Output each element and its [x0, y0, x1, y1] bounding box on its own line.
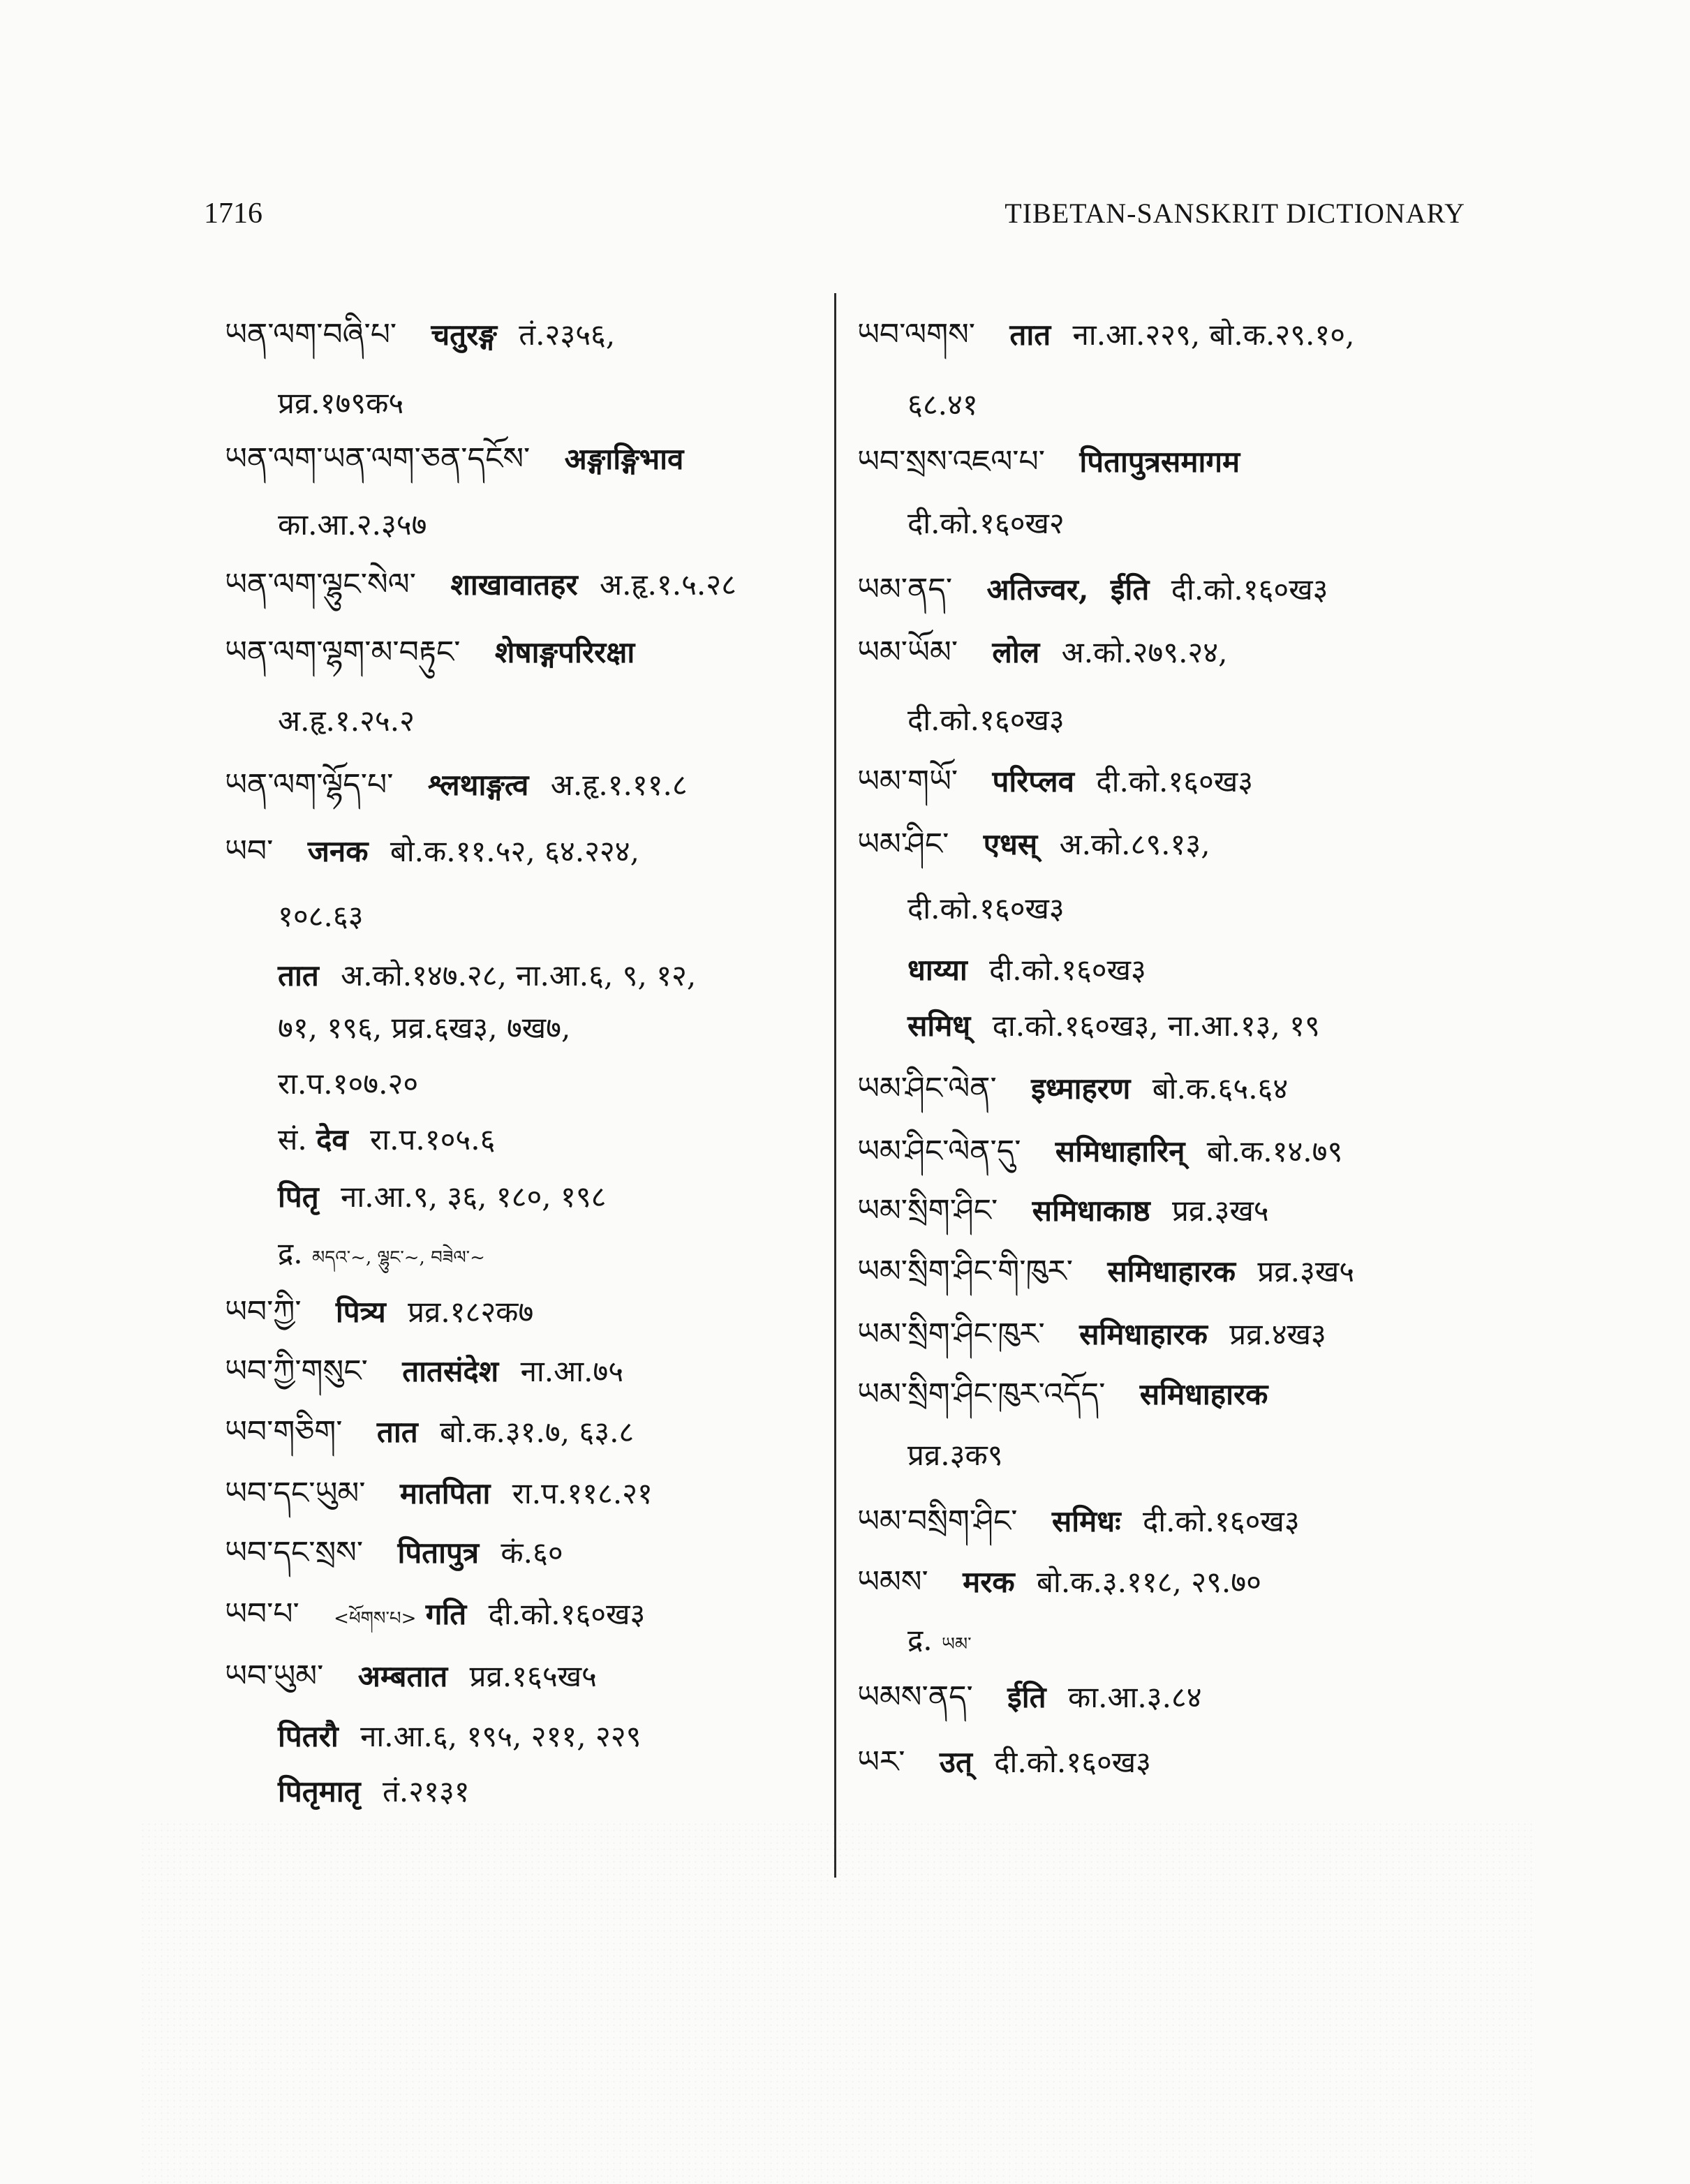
entry-headword-line	[857, 1131, 1342, 1173]
entry-headword-line	[857, 1374, 1280, 1416]
sanskrit-equivalent: जनक	[307, 834, 369, 868]
source-reference: दी.को.१६०ख३	[1142, 1504, 1300, 1538]
entry-headword-line	[225, 764, 688, 806]
source-reference: दी.को.१६०ख३	[488, 1597, 646, 1631]
entry-continuation-line	[278, 1771, 470, 1813]
tibetan-headword: ཡམ་ཤིང་ལེན་དུ་	[857, 1134, 1021, 1169]
source-reference: का.आ.२.३५७	[278, 507, 427, 542]
tibetan-headword: ཡབ་པ་	[225, 1596, 299, 1632]
tibetan-headword: ཡན་ལག་ལྷུང་སེལ་	[225, 567, 416, 602]
entry-continuation-line	[278, 955, 696, 997]
entry-continuation-line	[278, 1119, 495, 1161]
sanskrit-equivalent: पित्र्य	[335, 1295, 386, 1329]
sanskrit-equivalent: अम्बतात	[357, 1659, 448, 1693]
entry-headword-line	[225, 1473, 653, 1515]
page-number: 1716	[204, 198, 262, 230]
entry-headword-line	[857, 441, 1252, 483]
tibetan-headword: ཡམ་ཡོམ་	[857, 634, 958, 670]
entry-headword-line	[857, 761, 1253, 803]
sanskrit-equivalent: शाखावातहर	[450, 567, 578, 602]
source-reference: ६८.४१	[907, 387, 978, 422]
prefix-label: द्र.	[278, 1236, 303, 1270]
sanskrit-equivalent: गति	[425, 1597, 467, 1631]
source-reference: तं.२१३१	[382, 1774, 470, 1808]
sanskrit-equivalent: तात	[1009, 318, 1051, 352]
entry-continuation-line	[278, 1176, 607, 1218]
sanskrit-equivalent: अतिज्वर,	[986, 572, 1089, 607]
entry-headword-line	[225, 314, 615, 356]
entry-headword-line	[857, 314, 1354, 356]
entry-headword-line	[225, 831, 639, 872]
source-reference: अ.को.८९.१३,	[1059, 827, 1210, 861]
sanskrit-equivalent-2: ईति	[1110, 572, 1150, 607]
tibetan-headword: ཡན་ལག་ལྷག་མ་བརྟུང་	[225, 634, 461, 670]
source-reference: अ.को.२७९.२४,	[1061, 635, 1228, 669]
tibetan-headword: ཡམ་ཤིང་	[857, 826, 949, 862]
entry-continuation-line	[278, 896, 364, 937]
entry-headword-line	[225, 632, 647, 674]
cross-reference: <ཕོགས་པ>	[334, 1608, 417, 1629]
tibetan-headword: ཡབ་གཅིག་	[225, 1414, 343, 1450]
entry-headword-line	[857, 1314, 1326, 1355]
sanskrit-equivalent: समिध्	[907, 1009, 971, 1043]
source-reference: बो.क.१४.७९	[1206, 1134, 1343, 1168]
tibetan-headword: ཡམ་སྲིག་ཤིང་གི་ཁུར་	[857, 1254, 1073, 1289]
source-reference: दा.को.१६०ख३, ना.आ.१३, १९	[992, 1009, 1320, 1043]
source-reference: प्रव्र.३क९	[907, 1438, 1003, 1472]
entry-continuation-line	[907, 699, 1065, 741]
sanskrit-equivalent: समिधाकाष्ठ	[1032, 1194, 1150, 1228]
source-reference: दी.को.१६०ख२	[907, 506, 1065, 540]
entry-continuation-line	[278, 1716, 641, 1758]
sanskrit-equivalent: अङ्गाङ्गिभाव	[564, 442, 684, 476]
entry-headword-line	[857, 1251, 1354, 1293]
cross-reference: ཡམ་	[942, 1634, 972, 1655]
tibetan-headword: ཡར་	[857, 1744, 905, 1780]
sanskrit-equivalent: एधस्	[983, 827, 1038, 861]
prefix-label: द्र.	[907, 1623, 933, 1657]
tibetan-headword: ཡམ་བསྲིག་ཤིང་	[857, 1503, 1018, 1539]
source-reference: अ.को.१४७.२८, ना.आ.६, ९, १२,	[341, 958, 697, 993]
column-divider	[834, 293, 836, 1878]
tibetan-headword: ཡབ་	[225, 833, 274, 869]
sanskrit-equivalent: समिधाहारिन्	[1055, 1134, 1185, 1168]
running-title: TIBETAN-SANSKRIT DICTIONARY	[1005, 198, 1465, 229]
tibetan-headword: ཡམས་ནད་	[857, 1679, 973, 1715]
entry-headword-line	[857, 569, 1328, 611]
sanskrit-equivalent: धाय्या	[907, 953, 968, 987]
source-reference: प्रव्र.१६५ख५	[469, 1659, 597, 1693]
entry-headword-line	[225, 564, 736, 606]
entry-headword-line	[857, 632, 1227, 674]
source-reference: अ.हृ.१.२५.२	[278, 704, 415, 738]
tibetan-headword: ཡམ་ཤིང་ལེན་	[857, 1071, 997, 1106]
sanskrit-equivalent: तात	[376, 1415, 418, 1449]
tibetan-headword: ཡམ་སྲིག་ཤིང་ཁུར་	[857, 1316, 1045, 1352]
source-reference: ना.आ.६, १९५, २११, २२९	[360, 1719, 642, 1753]
sanskrit-equivalent: उत्	[939, 1745, 972, 1779]
sanskrit-equivalent: ईति	[1007, 1680, 1046, 1714]
sanskrit-equivalent: परिप्लव	[992, 764, 1074, 798]
entry-headword-line	[225, 1411, 634, 1453]
sanskrit-equivalent: समिधाहारक	[1079, 1317, 1208, 1351]
prefix-label: सं.	[278, 1122, 307, 1157]
tibetan-headword: ཡན་ལག་ལྷོད་པ་	[225, 767, 394, 803]
source-reference: दी.को.१६०ख३	[1171, 572, 1328, 607]
source-reference: ना.आ.७५	[520, 1354, 624, 1388]
sanskrit-equivalent: तातसंदेश	[402, 1354, 499, 1388]
sanskrit-equivalent: समिधाहारक	[1107, 1254, 1236, 1288]
entry-continuation-line	[278, 700, 415, 742]
entry-continuation-line	[907, 1434, 1003, 1476]
source-reference: ना.आ.२२९, बो.क.२९.१०,	[1072, 318, 1355, 352]
entry-headword-line	[225, 1532, 563, 1574]
entry-headword-line	[225, 1594, 645, 1640]
sanskrit-equivalent: पितापुत्र	[397, 1536, 480, 1570]
source-reference: दी.को.१६०ख३	[907, 891, 1065, 926]
entry-continuation-line	[907, 384, 978, 426]
tibetan-headword: ཡབ་ཀྱི་	[225, 1294, 302, 1330]
entry-continuation-line	[907, 888, 1065, 930]
source-reference: प्रव्र.३ख५	[1257, 1254, 1355, 1288]
source-reference: बो.क.११.५२, ६४.२२४,	[390, 834, 639, 868]
entry-headword-line	[857, 1561, 1261, 1603]
entry-headword-line	[857, 1677, 1202, 1718]
entry-headword-line	[857, 1501, 1300, 1543]
sanskrit-equivalent: पितरौ	[278, 1719, 339, 1753]
entry-continuation-line	[907, 949, 1146, 991]
sanskrit-equivalent: मरक	[963, 1565, 1015, 1599]
sanskrit-equivalent: चतुरङ्ग	[431, 318, 497, 352]
entry-continuation-line	[278, 1007, 570, 1049]
entry-continuation-line	[907, 503, 1065, 544]
sanskrit-equivalent: लोल	[992, 635, 1040, 669]
tibetan-headword: ཡམ་སྲིག་ཤིང་ཁུར་འདོད་	[857, 1376, 1106, 1412]
sanskrit-equivalent: पितापुत्रसमागम	[1079, 445, 1240, 479]
scan-texture	[140, 1821, 1536, 2184]
tibetan-headword: ཡབ་ལགས་	[857, 317, 976, 352]
source-reference: बो.क.६५.६४	[1152, 1071, 1289, 1106]
sanskrit-equivalent: तात	[278, 958, 319, 993]
source-reference: रा.प.१०७.२०	[278, 1067, 419, 1101]
sanskrit-equivalent: पितृमातृ	[278, 1774, 361, 1808]
source-reference: रा.प.१०५.६	[370, 1122, 496, 1157]
tibetan-headword: ཡམ་གཡོ་	[857, 764, 958, 799]
entry-continuation-line	[278, 504, 427, 546]
entry-continuation-line	[907, 1619, 972, 1665]
sanskrit-equivalent: देव	[316, 1122, 348, 1157]
source-reference: ना.आ.९, ३६, १८०, १९८	[341, 1180, 607, 1214]
tibetan-headword: ཡབ་ཀྱི་གསུང་	[225, 1353, 368, 1389]
source-reference: ७१, १९६, प्रव्र.६ख३, ७ख७,	[278, 1011, 571, 1045]
tibetan-headword: ཡབ་དང་སྲས་	[225, 1535, 364, 1570]
cross-reference: མདའ་~, ལྷུང་~, བཟེལ་~	[312, 1247, 485, 1268]
sanskrit-equivalent: समिधाहारक	[1139, 1377, 1268, 1411]
tibetan-headword: ཡན་ལག་བཞི་པ་	[225, 317, 397, 352]
source-reference: अ.हृ.१.११.८	[550, 768, 688, 802]
source-reference: दी.को.१६०ख३	[989, 953, 1146, 987]
tibetan-headword: ཡན་ལག་ཡན་ལག་ཅན་དངོས་	[225, 441, 531, 477]
source-reference: बो.क.३.११८, २९.७०	[1037, 1565, 1261, 1599]
source-reference: का.आ.३.८४	[1067, 1680, 1202, 1714]
sanskrit-equivalent: पितृ	[278, 1180, 319, 1214]
entry-headword-line	[857, 1741, 1151, 1783]
entry-continuation-line	[278, 1063, 418, 1105]
source-reference: अ.हृ.१.५.२८	[600, 567, 736, 602]
source-reference: बो.क.३१.७, ६३.८	[440, 1415, 635, 1449]
tibetan-headword: ཡབ་ཡུམ་	[225, 1658, 324, 1694]
entry-continuation-line	[278, 382, 403, 424]
tibetan-headword: ཡམ་ནད་	[857, 572, 953, 607]
entry-headword-line	[857, 1068, 1288, 1110]
entry-headword-line	[225, 1291, 533, 1333]
source-reference: १०८.६३	[278, 899, 364, 933]
source-reference: रा.प.११८.२१	[512, 1476, 653, 1510]
source-reference: प्रव्र.४ख३	[1229, 1317, 1326, 1351]
source-reference: प्रव्र.१८२क७	[408, 1295, 534, 1329]
source-reference: दी.को.१६०ख३	[994, 1745, 1151, 1779]
tibetan-headword: ཡབ་དང་ཡུམ་	[225, 1476, 366, 1511]
sanskrit-equivalent: समिधः	[1051, 1504, 1121, 1538]
entry-headword-line	[857, 824, 1210, 866]
sanskrit-equivalent: इध्माहरण	[1031, 1071, 1131, 1106]
entry-continuation-line	[907, 1005, 1320, 1047]
entry-headword-line	[225, 1351, 623, 1392]
source-reference: दी.को.१६०ख३	[1096, 764, 1254, 798]
sanskrit-equivalent: श्लथाङ्गत्व	[427, 768, 529, 802]
source-reference: प्रव्र.३ख५	[1172, 1194, 1269, 1228]
entry-headword-line	[225, 1656, 597, 1698]
entry-headword-line	[225, 438, 696, 480]
tibetan-headword: ཡབ་སྲས་འཇལ་པ་	[857, 444, 1045, 480]
source-reference: तं.२३५६,	[519, 318, 616, 352]
entry-headword-line	[857, 1190, 1269, 1232]
tibetan-headword: ཡམ་སྲིག་ཤིང་	[857, 1193, 998, 1228]
source-reference: प्रव्र.१७९क५	[278, 386, 404, 420]
sanskrit-equivalent: शेषाङ्गपरिरक्षा	[494, 635, 635, 669]
tibetan-headword: ཡམས་	[857, 1564, 928, 1600]
sanskrit-equivalent: मातपिता	[399, 1476, 491, 1510]
source-reference: कं.६०	[501, 1536, 563, 1570]
entry-continuation-line	[278, 1233, 485, 1279]
source-reference: दी.को.१६०ख३	[907, 703, 1065, 737]
